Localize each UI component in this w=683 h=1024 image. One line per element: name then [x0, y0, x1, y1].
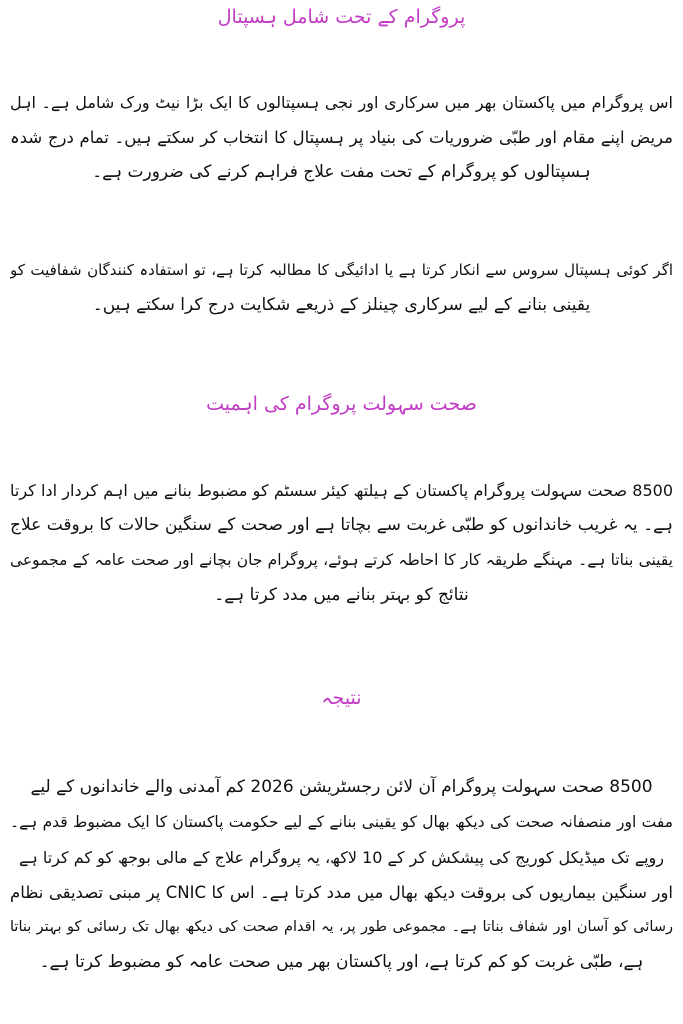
- paragraph-line: 8500 صحت سہولت پروگرام پاکستان کے ہیلتھ کیئر سسٹم کو مضبوط بنانے میں اہم کردار ادا کرتا: [10, 481, 673, 500]
- paragraph-line: اگر کوئی ہسپتال سروس سے انکار کرتا ہے یا ادائیگی کا مطالبہ کرتا ہے، تو استفادہ کنندگان شفافیت کو: [10, 261, 673, 279]
- section-heading-hospitals: پروگرام کے تحت شامل ہسپتال: [217, 6, 466, 28]
- paragraph-line: 8500 صحت سہولت پروگرام آن لائن رجسٹریشن 2026 کم آمدنی والے خاندانوں کے لیے: [30, 777, 653, 797]
- paragraph-line: ہے، طبّی غربت کو کم کرتا ہے، اور پاکستان بھر میں صحت عامہ کو مضبوط کرتا ہے۔: [39, 952, 644, 972]
- paragraph-line: ہے۔ یہ غریب خاندانوں کو طبّی غربت سے بچاتا ہے اور صحت کے سنگین حالات کا بروقت علاج: [10, 515, 673, 535]
- paragraph-line: یقینی بنانے کے لیے سرکاری چینلز کے ذریعے شکایت درج کرا سکتے ہیں۔: [92, 295, 591, 315]
- paragraph-line: نتائج کو بہتر بنانے میں مدد کرتا ہے۔: [214, 585, 469, 605]
- section-heading-importance: صحت سہولت پروگرام کی اہمیت: [206, 393, 477, 415]
- paragraph-line: رسائی کو آسان اور شفاف بناتا ہے۔ مجموعی طور پر، یہ اقدام صحت کی دیکھ بھال تک رسائی کو بہتر بناتا: [10, 919, 673, 935]
- paragraph-line: ہسپتالوں کو پروگرام کے تحت مفت علاج فراہم کرنے کی ضرورت ہے۔: [92, 162, 591, 182]
- paragraph-complaints: [10, 253, 673, 323]
- paragraph-importance: [10, 473, 673, 613]
- paragraph-hospital-network: [10, 85, 673, 190]
- paragraph-conclusion: [10, 770, 673, 980]
- paragraph-line: مفت اور منصفانہ صحت کی دیکھ بھال کو یقینی بنانے کے لیے حکومت پاکستان کا ایک مضبوط قدم ہے۔: [10, 813, 673, 831]
- paragraph-line: مریض اپنے مقام اور طبّی ضروریات کی بنیاد پر ہسپتال کا انتخاب کر سکتے ہیں۔ تمام درج شدہ: [10, 128, 673, 147]
- paragraph-line: روپے تک میڈیکل کوریج کی پیشکش کر کے 10 لاکھ، یہ پروگرام علاج کے مالی بوجھ کو کم کرتا ہے: [19, 848, 664, 867]
- paragraph-line: اس پروگرام میں پاکستان بھر میں سرکاری اور نجی ہسپتالوں کا ایک بڑا نیٹ ورک شامل ہے۔ اہل: [10, 93, 673, 112]
- paragraph-line: اور سنگین بیماریوں کی بروقت دیکھ بھال میں مدد کرتا ہے۔ اس کا CNIC پر مبنی تصدیقی نظام: [10, 883, 673, 902]
- paragraph-line: یقینی بناتا ہے۔ مہنگے طریقہ کار کا احاطہ کرتے ہوئے، پروگرام جان بچانے اور صحت عامہ کے مجموعی: [10, 551, 673, 569]
- section-heading-conclusion: نتیجہ: [321, 687, 362, 709]
